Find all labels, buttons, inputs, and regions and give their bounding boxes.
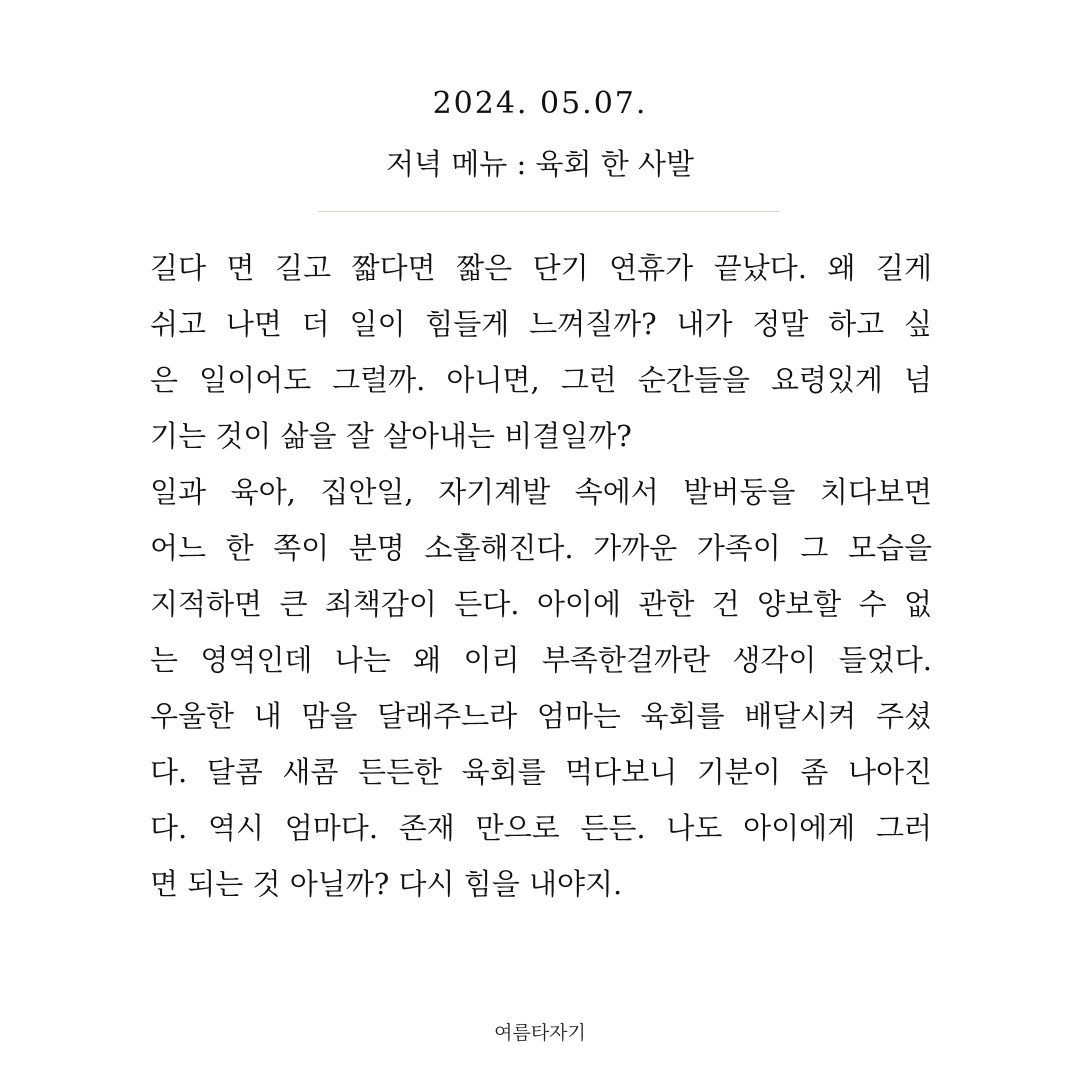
post-date: 2024. 05.07.	[432, 86, 648, 121]
body-line: 은 일이어도 그럴까. 아니면, 그런 순간들을 요령있게 넘	[150, 363, 932, 397]
body-line: 다. 달콤 새콤 든든한 육회를 먹다보니 기분이 좀 나아진	[150, 755, 932, 789]
diary-body	[150, 240, 932, 912]
body-line: 쉬고 나면 더 일이 힘들게 느껴질까? 내가 정말 하고 싶	[150, 307, 932, 341]
body-line: 일과 육아, 집안일, 자기계발 속에서 발버둥을 치다보면	[150, 475, 932, 509]
author-signature: 여름타자기	[494, 1022, 586, 1044]
body-line: 는 영역인데 나는 왜 이리 부족한걸까란 생각이 들었다.	[150, 643, 932, 677]
body-line: 다. 역시 엄마다. 존재 만으로 든든. 나도 아이에게 그러	[150, 811, 932, 845]
body-line: 어느 한 쪽이 분명 소홀해진다. 가까운 가족이 그 모습을	[150, 531, 932, 565]
body-line: 지적하면 큰 죄책감이 든다. 아이에 관한 건 양보할 수 없	[150, 587, 932, 621]
post-subtitle: 저녁 메뉴 : 육회 한 사발	[386, 147, 694, 181]
body-line: 기는 것이 삶을 잘 살아내는 비결일까?	[150, 419, 632, 453]
header-divider	[318, 211, 780, 212]
body-line: 면 되는 것 아닐까? 다시 힘을 내야지.	[150, 867, 623, 901]
body-line: 우울한 내 맘을 달래주느라 엄마는 육회를 배달시켜 주셨	[150, 699, 932, 733]
body-line: 길다 면 길고 짧다면 짧은 단기 연휴가 끝났다. 왜 길게	[150, 251, 932, 285]
